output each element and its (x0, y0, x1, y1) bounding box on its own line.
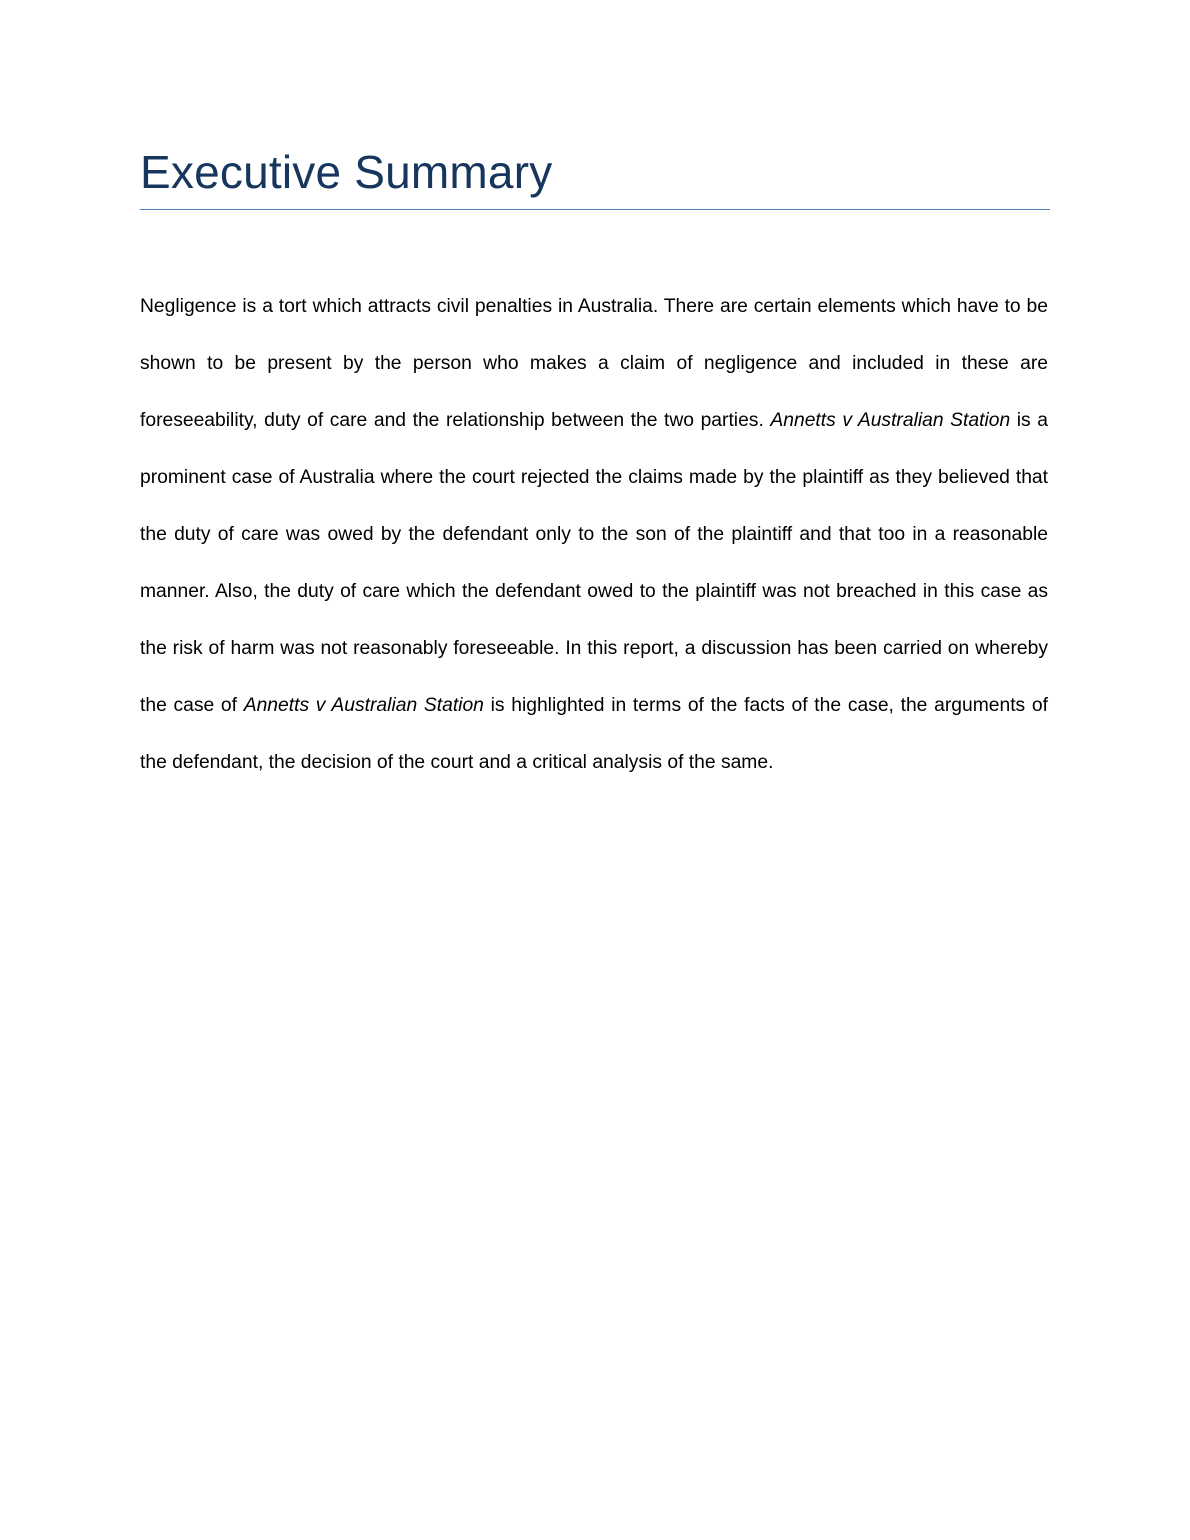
case-name-italic: Annetts v Australian Station (770, 410, 1011, 431)
summary-paragraph (140, 278, 1048, 791)
page-title: Executive Summary (140, 146, 553, 198)
paragraph-run: is a prominent case of Australia where the court rejected the claims made by the plaintiff as they believed that the duty of care was owed by the defendant only to the son of the plaintiff and that too in a reasonable manner. Also, the duty of care which the defendant owed to the plaintiff was not breached in this case as the risk of harm was not reasonably foreseeable. In this report, a discussion has been carried on whereby the case of (140, 410, 1048, 716)
title-block (140, 140, 1050, 210)
paragraph-run: is highlighted in terms of the facts of the case, the arguments of the defendant, the decision of the court and a critical analysis of the same. (140, 695, 1048, 773)
title-divider (140, 209, 1050, 210)
case-name-italic: Annetts v Australian Station (243, 695, 484, 716)
paragraph-run: Negligence is a tort which attracts civil penalties in Australia. There are certain elements which have to be shown to be present by the person who makes a claim of negligence and included in these are foreseeability, duty of care and the relationship between the two parties. (140, 296, 1048, 431)
